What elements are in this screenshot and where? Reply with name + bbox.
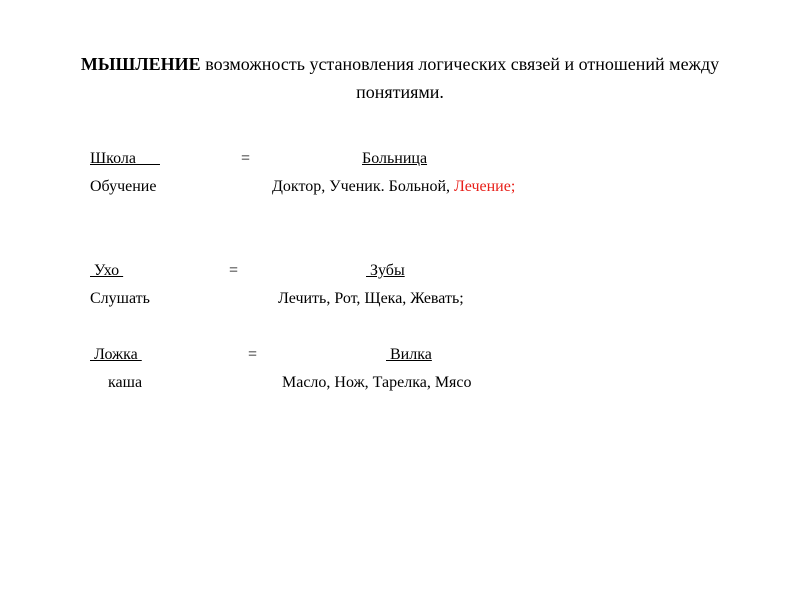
answer-options: Масло, Нож, Тарелка, Мясо [282, 374, 472, 391]
pair-left-word: Обучение [90, 178, 157, 195]
pair-left-term: Ложка [90, 346, 142, 363]
slide-title [40, 50, 760, 106]
equals-sign: = [229, 262, 239, 279]
pair-right-term: Зубы [366, 262, 405, 279]
pair-right-term: Больница [362, 150, 428, 167]
equals-sign: = [241, 150, 251, 167]
equals-sign: = [248, 346, 258, 363]
answer-options-text: Доктор, Ученик. Больной, [272, 178, 455, 195]
pair-left-term: Школа [90, 150, 160, 167]
pair-left-word: Слушать [90, 290, 150, 307]
title-text: возможность установления логических связей и отношений между понятиями. [200, 54, 720, 102]
pair-right-term: Вилка [386, 346, 432, 363]
answer-options: Лечить, Рот, Щека, Жевать; [278, 290, 464, 307]
title-keyword: МЫШЛЕНИЕ [80, 54, 201, 74]
pair-left-word: каша [108, 374, 143, 391]
answer-options [272, 177, 515, 197]
correct-answer: Лечение; [454, 178, 516, 195]
pair-left-term: Ухо [90, 262, 124, 279]
